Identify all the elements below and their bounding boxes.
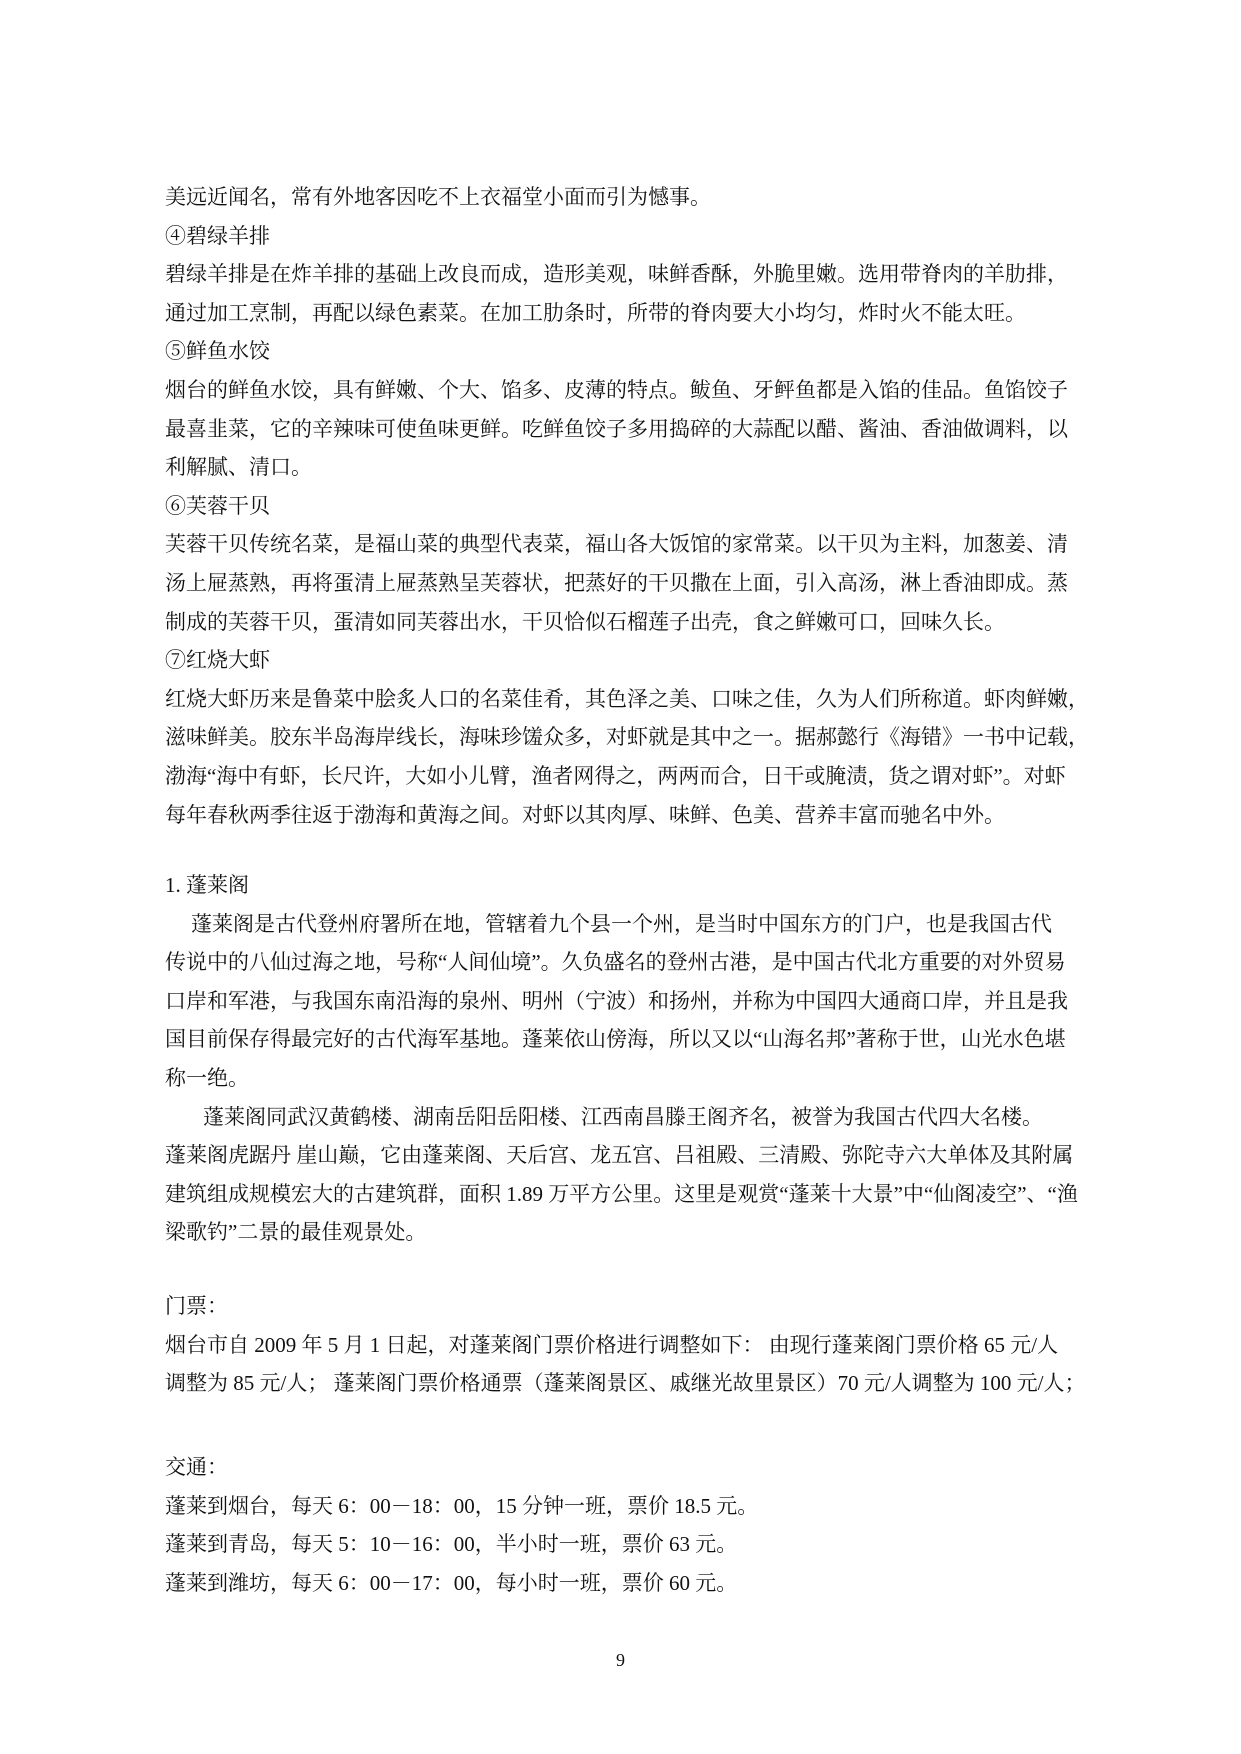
text-line: 每年春秋两季往返于渤海和黄海之间。对虾以其肉厚、味鲜、色美、营养丰富而驰名中外。 [165,802,1005,827]
text-line: 蓬莱阁虎踞丹 崖山巅，它由蓬莱阁、天后宫、龙五宫、吕祖殿、三清殿、弥陀寺六大单体及其附属 [165,1143,1074,1168]
text-line: 蓬莱阁是古代登州府署所在地，管辖着九个县一个州，是当时中国东方的门户，也是我国古代 [191,911,1052,936]
dishes-section [165,178,1145,834]
text-line: 烟台市自 2009 年 5 月 1 日起，对蓬莱阁门票价格进行调整如下： 由现行蓬莱阁门票价格 65 元/人 [165,1332,1059,1357]
text-line: 芙蓉干贝传统名菜，是福山菜的典型代表菜，福山各大饭馆的家常菜。以干贝为主料，加葱姜、清 [165,532,1068,557]
text-line: 通过加工烹制，再配以绿色素菜。在加工肋条时，所带的脊肉要大小均匀，炸时火不能太旺。 [165,300,1026,325]
dish-heading: ⑤鲜鱼水饺 [165,339,270,364]
text-line: 调整为 85 元/人； 蓬莱阁门票价格通票（蓬莱阁景区、戚继光故里景区）70 元/人调整为 100 元/人； [165,1371,1086,1396]
text-line: 汤上屉蒸熟，再将蛋清上屉蒸熟呈芙蓉状，把蒸好的干贝撒在上面，引入高汤，淋上香油即成。蒸 [165,570,1068,595]
dish-heading: ④碧绿羊排 [165,223,270,248]
text-line: 蓬莱到烟台，每天 6：00－18：00，15 分钟一班，票价 18.5 元。 [165,1493,759,1518]
dish-heading: ⑦红烧大虾 [165,648,270,673]
text-line: 建筑组成规模宏大的古建筑群，面积 1.89 万平方公里。这里是观赏“蓬莱十大景”中“仙阁凌空”、“渔 [165,1181,1078,1206]
text-line: 称一绝。 [165,1065,249,1090]
text-line: 最喜韭菜，它的辛辣味可使鱼味更鲜。吃鲜鱼饺子多用捣碎的大蒜配以醋、酱油、香油做调料，以 [165,416,1068,441]
text-line: 蓬莱阁同武汉黄鹤楼、湖南岳阳岳阳楼、江西南昌滕王阁齐名，被誉为我国古代四大名楼。 [203,1104,1043,1129]
text-line: 蓬莱到潍坊，每天 6：00－17：00，每小时一班，票价 60 元。 [165,1570,738,1595]
text-line: 梁歌钓”二景的最佳观景处。 [165,1220,427,1245]
penglai-section [165,866,1145,1252]
text-line: 传说中的八仙过海之地，号称“人间仙境”。久负盛名的登州古港，是中国古代北方重要的对外贸易 [165,950,1066,975]
text-line: 制成的芙蓉干贝，蛋清如同芙蓉出水，干贝恰似石榴莲子出壳，食之鲜嫩可口，回味久长。 [165,609,1005,634]
text-line: 碧绿羊排是在炸羊排的基础上改良而成，造形美观，味鲜香酥，外脆里嫩。选用带脊肉的羊肋排， [165,262,1068,287]
page-number: 9 [616,1650,625,1670]
text-line: 烟台的鲜鱼水饺，具有鲜嫩、个大、馅多、皮薄的特点。鲅鱼、牙鲆鱼都是入馅的佳品。鱼馅饺子 [165,377,1068,402]
dish-heading: ⑥芙蓉干贝 [165,493,270,518]
text-line: 利解腻、清口。 [165,455,312,480]
text-line: 蓬莱到青岛，每天 5：10－16：00，半小时一班，票价 63 元。 [165,1532,738,1557]
text-line: 美远近闻名，常有外地客因吃不上衣福堂小面而引为憾事。 [165,185,711,209]
section-heading: 1. 蓬莱阁 [165,873,249,897]
text-line: 渤海“海中有虾，长尺许，大如小儿臂，渔者网得之，两两而合，日干或腌渍，货之谓对虾”。对虾 [165,763,1066,788]
text-line: 滋味鲜美。胶东半岛海岸线长，海味珍馐众多，对虾就是其中之一。据郝懿行《海错》一书中记载， [165,725,1089,750]
text-line: 口岸和军港，与我国东南沿海的泉州、明州（宁波）和扬州，并称为中国四大通商口岸，并且是我 [165,988,1068,1013]
text-line: 国目前保存得最完好的古代海军基地。蓬莱依山傍海，所以又以“山海名邦”著称于世，山光水色堪 [165,1027,1066,1052]
transport-section [165,1448,1145,1602]
section-heading: 交通： [165,1455,228,1479]
tickets-section [165,1287,1145,1403]
text-line: 红烧大虾历来是鲁菜中脍炙人口的名菜佳肴，其色泽之美、口味之佳，久为人们所称道。虾肉鲜嫩， [165,686,1089,711]
section-heading: 门票： [165,1294,228,1318]
